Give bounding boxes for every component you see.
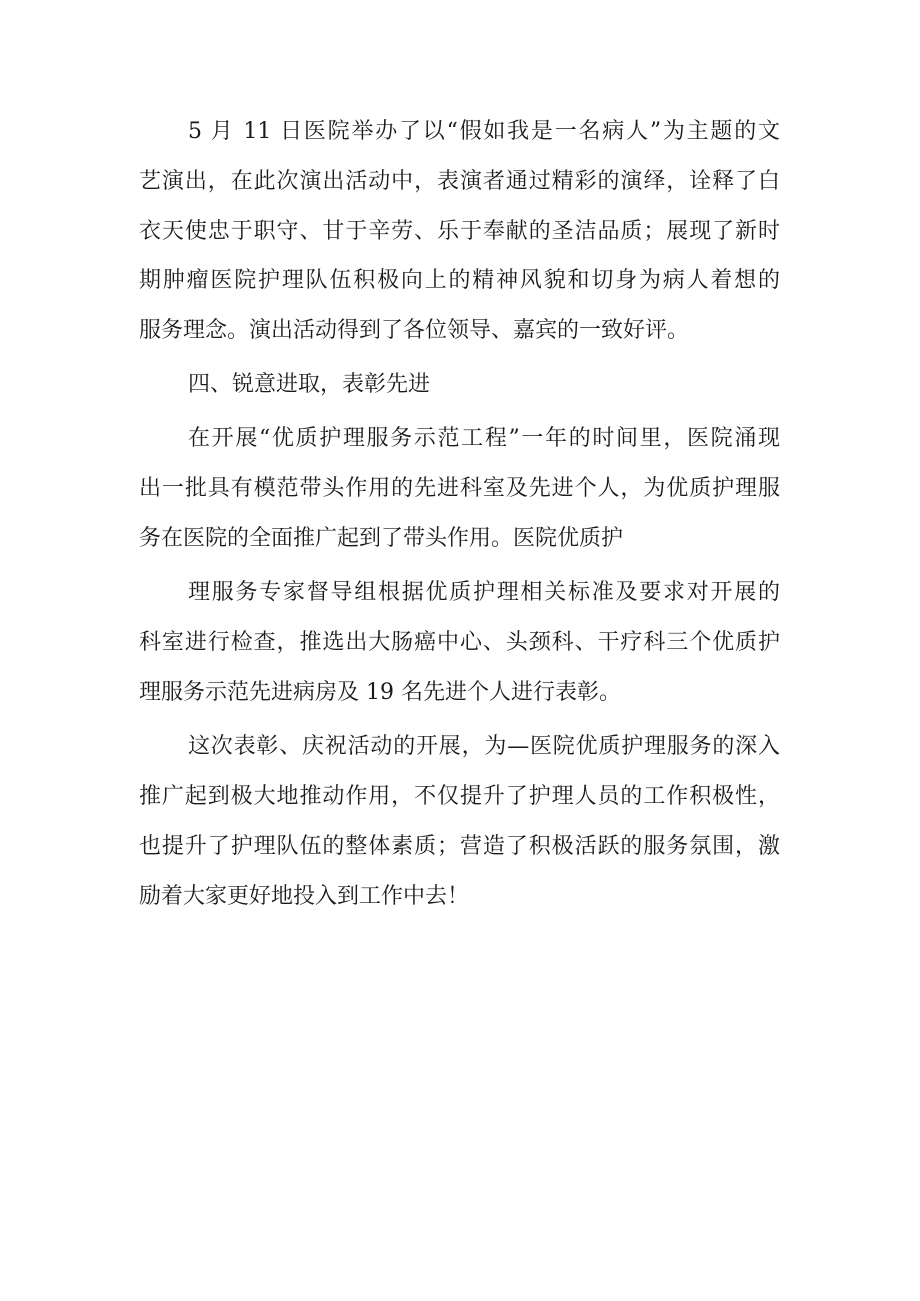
paragraph-1-line-4: 期肿瘤医院护理队伍积极向上的精神风貌和切身为病人着想的: [139, 268, 780, 293]
paragraph-4-line-1: 理服务专家督导组根据优质护理相关标准及要求对开展的: [188, 580, 780, 605]
paragraph-5-line-4: 励着大家更好地投入到工作中去！: [139, 884, 470, 909]
paragraph-4-line-2: 科室进行检查，推选出大肠癌中心、头颈科、干疗科三个优质护: [139, 630, 780, 655]
paragraph-1-line-5: 服务理念。演出活动得到了各位领导、嘉宾的一致好评。: [139, 318, 690, 343]
paragraph-5-line-2: 推广起到极大地推动作用，不仅提升了护理人员的工作积极性，: [139, 784, 780, 809]
paragraph-3-line-2: 出一批具有模范带头作用的先进科室及先进个人，为优质护理服: [139, 476, 780, 501]
paragraph-5-line-3: 也提升了护理队伍的整体素质；营造了积极活跃的服务氛围，激: [139, 834, 780, 859]
paragraph-3-line-1: 在开展“优质护理服务示范工程”一年的时间里，医院涌现: [188, 426, 780, 451]
paragraph-1-line-1: 5 月 11 日医院举办了以“假如我是一名病人”为主题的文: [188, 119, 780, 144]
paragraph-3-line-3: 务在医院的全面推广起到了带头作用。医院优质护: [139, 526, 624, 551]
paragraph-5-line-1: 这次表彰、庆祝活动的开展，为—医院优质护理服务的深入: [188, 734, 780, 759]
paragraph-1-line-2: 艺演出，在此次演出活动中，表演者通过精彩的演绎，诠释了白: [139, 169, 780, 194]
section-heading: 四、锐意进取，表彰先进: [188, 372, 431, 397]
paragraph-1-line-3: 衣天使忠于职守、甘于辛劳、乐于奉献的圣洁品质；展现了新时: [139, 219, 780, 244]
paragraph-4-line-3: 理服务示范先进病房及 19 名先进个人进行表彰。: [139, 680, 621, 705]
